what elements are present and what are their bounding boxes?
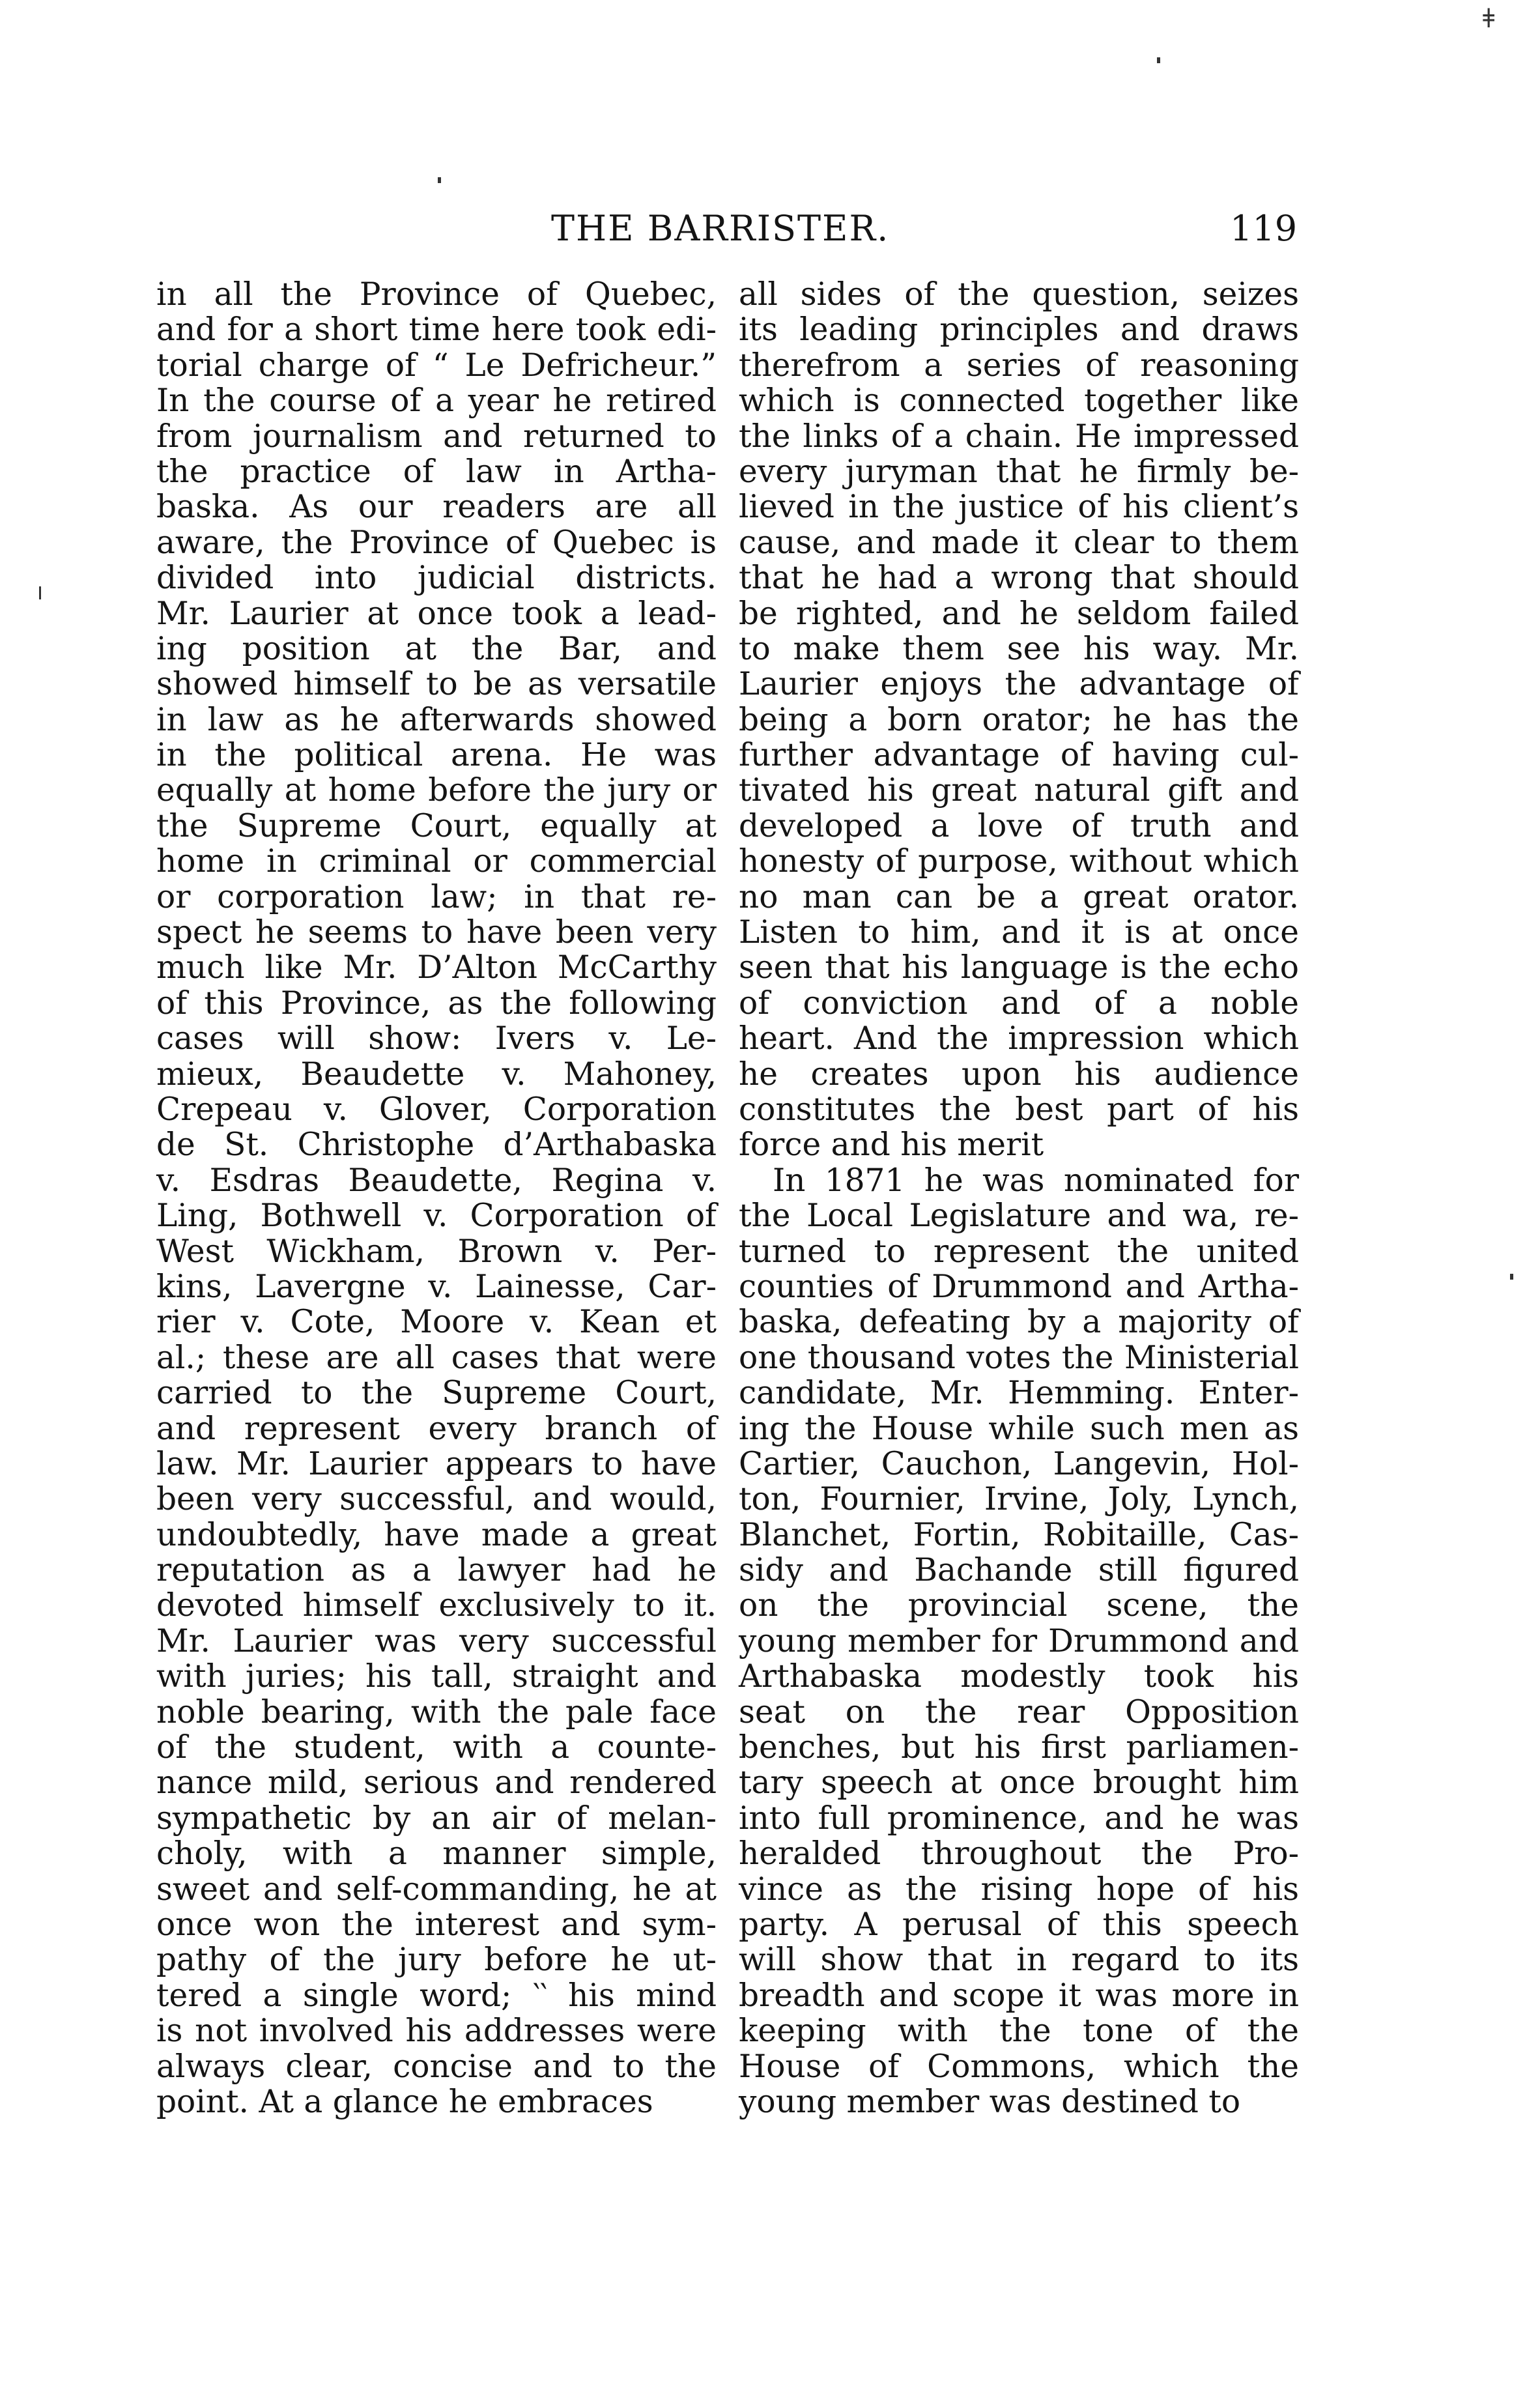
text-line: tivated his great natural gift and [739,772,1299,809]
text-line: no man can be a great orator. [739,878,1299,915]
text-line: on the provincial scene, the [739,1587,1299,1624]
text-line: into full prominence, and he was [739,1800,1299,1837]
text-line: de St. Christophe d’Arthabaska [156,1127,717,1164]
text-line: undoubtedly, have made a great [156,1516,717,1553]
text-line: counties of Drummond and Artha- [739,1268,1299,1305]
text-line: pathy of the jury before he ut- [156,1942,717,1979]
text-line: baska. As our readers are all [156,489,717,526]
text-line: once won the interest and sym- [156,1906,717,1943]
text-line: in the political arena. He was [156,737,717,774]
text-line: constitutes the best part of his [739,1091,1299,1128]
text-line: further advantage of having cul- [739,737,1299,774]
text-line: in law as he afterwards showed [156,701,717,738]
text-line: al.; these are all cases that were [156,1339,717,1376]
text-line: spect he seems to have been very [156,914,717,951]
text-line: much like Mr. D’Alton McCarthy [156,949,717,986]
text-line: which is connected together like [739,382,1299,420]
text-line: lieved in the justice of his client’s [739,489,1299,526]
text-line: all sides of the question, seizes [739,276,1299,313]
text-line: equally at home before the jury or [156,772,717,809]
text-line: seat on the rear Opposition [739,1693,1299,1731]
text-line: sympathetic by an air of melan- [156,1800,717,1837]
text-line: force and his merit [739,1127,1044,1164]
text-line: in all the Province of Quebec, [156,276,717,313]
text-line: sidy and Bachande still figured [739,1552,1299,1589]
text-line: kins, Lavergne v. Lainesse, Car- [156,1268,717,1305]
text-line: Blanchet, Fortin, Robitaille, Cas- [739,1516,1299,1553]
text-line: candidate, Mr. Hemming. Enter- [739,1375,1299,1412]
text-line: tary speech at once brought him [739,1764,1299,1802]
text-line: of conviction and of a noble [739,984,1299,1022]
text-line: turned to represent the united [739,1233,1299,1270]
text-line: with juries; his tall, straight and [156,1658,717,1695]
text-line: heart. And the impression which [739,1020,1299,1057]
text-line: cases will show: Ivers v. Le- [156,1020,717,1057]
text-line: honesty of purpose, without which [739,843,1299,880]
text-line: keeping with the tone of the [739,2013,1299,2050]
text-line: rier v. Cote, Moore v. Kean et [156,1304,717,1341]
text-line: being a born orator; he has the [739,701,1299,738]
text-line: divided into judicial districts. [156,560,717,597]
text-column-left [156,277,717,2119]
text-line: Listen to him, and it is at once [739,914,1299,951]
ink-speck [39,586,41,599]
text-line: developed a love of truth and [739,807,1299,844]
text-line: breadth and scope it was more in [739,1977,1299,2014]
text-line: Ling, Bothwell v. Corporation of [156,1198,717,1235]
text-line: noble bearing, with the pale face [156,1693,717,1731]
text-line: Arthabaska modestly took his [739,1658,1299,1695]
text-column-right [739,277,1299,2119]
text-line: is not involved his addresses were [156,2013,717,2050]
text-line: young member was destined to [739,2083,1241,2120]
text-line: benches, but his first parliamen- [739,1729,1299,1766]
text-line: vince as the rising hope of his [739,1871,1299,1908]
text-line: its leading principles and draws [739,311,1299,349]
text-line: the Local Legislature and wa, re- [739,1198,1299,1235]
ink-speck [438,177,441,183]
text-line: to make them see his way. Mr. [739,630,1299,667]
text-line: Laurier enjoys the advantage of [739,666,1299,703]
text-line: from journalism and returned to [156,418,717,455]
text-line: reputation as a lawyer had he [156,1552,717,1589]
page-header [0,199,1540,258]
text-line: ing position at the Bar, and [156,630,717,667]
text-line: the practice of law in Artha- [156,453,717,490]
text-line: sweet and self-commanding, he at [156,1871,717,1908]
text-line: nance mild, serious and rendered [156,1764,717,1802]
ink-speck [1157,57,1160,63]
corner-mark: ǂ [1483,4,1495,34]
text-line: therefrom a series of reasoning [739,347,1299,384]
text-line: cause, and made it clear to them [739,524,1299,561]
running-head: THE BARRISTER. [551,208,890,249]
text-line: of this Province, as the following [156,984,717,1022]
text-line: one thousand votes the Ministerial [739,1339,1299,1376]
text-line: ton, Fournier, Irvine, Joly, Lynch, [739,1481,1299,1518]
text-line: or corporation law; in that re- [156,878,717,915]
text-line: point. At a glance he embraces [156,2083,653,2120]
page-number: 119 [1230,208,1298,249]
text-line: the Supreme Court, equally at [156,807,717,844]
text-line: Cartier, Cauchon, Langevin, Hol- [739,1445,1299,1482]
text-line: West Wickham, Brown v. Per- [156,1233,717,1270]
text-line: choly, with a manner simple, [156,1835,717,1873]
text-line: home in criminal or commercial [156,843,717,880]
text-line: ing the House while such men as [739,1410,1299,1447]
text-line: party. A perusal of this speech [739,1906,1299,1943]
text-line: always clear, concise and to the [156,2048,717,2085]
text-line: showed himself to be as versatile [156,666,717,703]
text-line: and for a short time here took edi- [156,311,717,349]
text-line: Mr. Laurier was very successful [156,1622,717,1659]
text-line: be righted, and he seldom failed [739,595,1299,632]
text-line: been very successful, and would, [156,1481,717,1518]
text-line: Mr. Laurier at once took a lead- [156,595,717,632]
text-line: In 1871 he was nominated for [773,1162,1299,1199]
text-line: In the course of a year he retired [156,382,717,420]
text-line: baska, defeating by a majority of [739,1304,1299,1341]
text-line: every juryman that he firmly be- [739,453,1299,490]
text-line: that he had a wrong that should [739,560,1299,597]
text-line: young member for Drummond and [739,1622,1299,1659]
text-line: torial charge of “ Le Defricheur.” [156,347,717,384]
text-line: seen that his language is the echo [739,949,1299,986]
text-line: will show that in regard to its [739,1942,1299,1979]
text-line: aware, the Province of Quebec is [156,524,717,561]
text-line: House of Commons, which the [739,2048,1299,2085]
text-line: he creates upon his audience [739,1056,1299,1093]
ink-speck [1510,1274,1513,1280]
text-line: heralded throughout the Pro- [739,1835,1299,1873]
text-line: of the student, with a counte- [156,1729,717,1766]
text-line: mieux, Beaudette v. Mahoney, [156,1056,717,1093]
text-line: carried to the Supreme Court, [156,1375,717,1412]
text-line: the links of a chain. He impressed [739,418,1299,455]
text-line: tered a single word; ‵‵ his mind [156,1977,717,2014]
text-line: devoted himself exclusively to it. [156,1587,717,1624]
text-line: v. Esdras Beaudette, Regina v. [156,1162,717,1199]
text-line: law. Mr. Laurier appears to have [156,1445,717,1482]
text-line: Crepeau v. Glover, Corporation [156,1091,717,1128]
text-line: and represent every branch of [156,1410,717,1447]
